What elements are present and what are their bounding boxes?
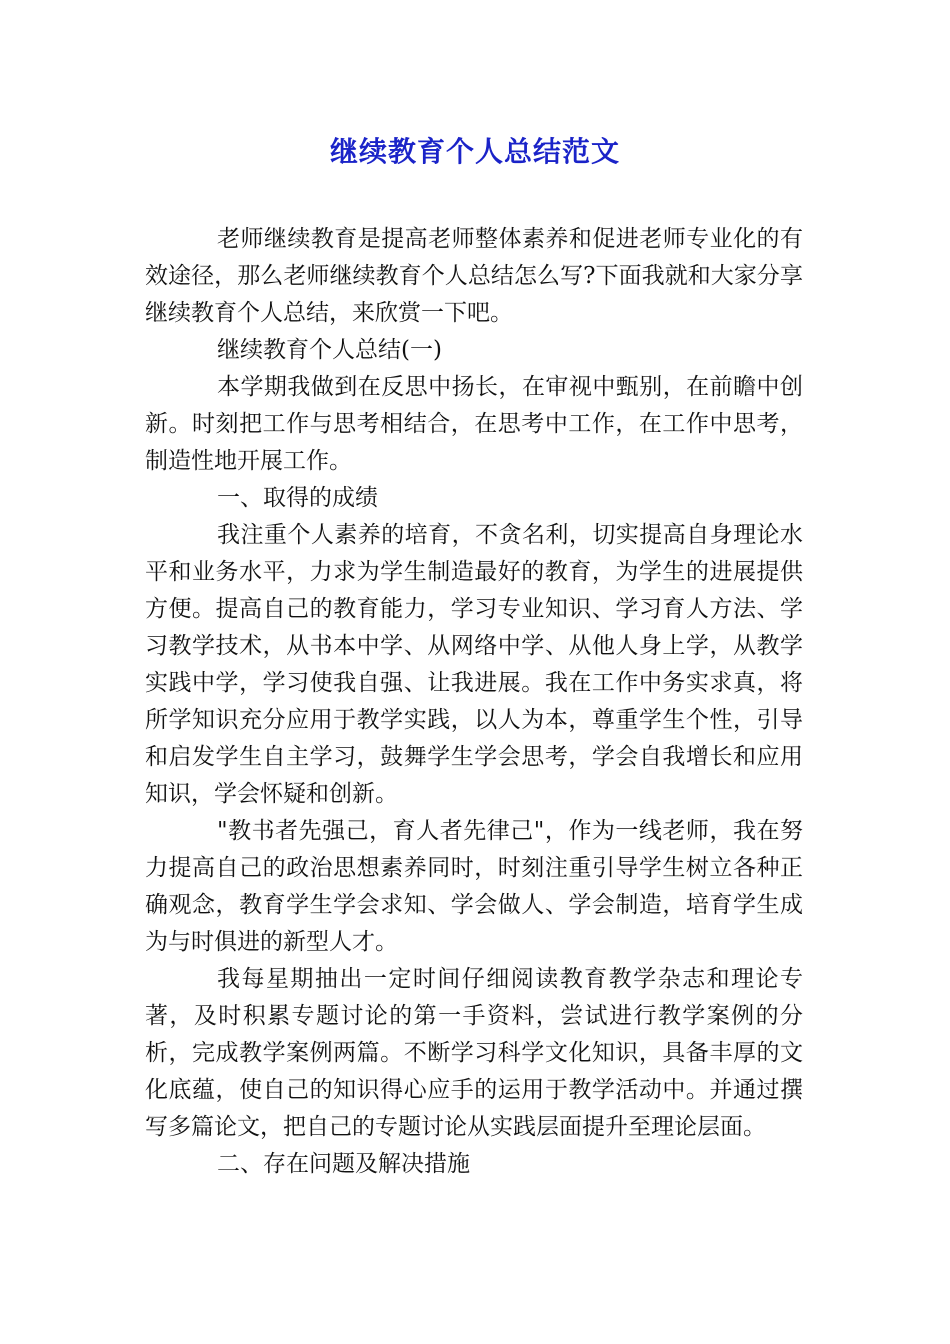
body-paragraph: 我注重个人素养的培育，不贪名利，切实提高自身理论水平和业务水平，力求为学生制造最好的教育，为学生的进展提供方便。提高自己的教育能力，学习专业知识、学习育人方法、学习教学技术，从书本中学、从网络中学、从他人身上学，从教学实践中学，学习使我自强、让我进展。我在工作中务实求真，将所学知识充分应用于教学实践，以人为本，尊重学生个性，引导和启发学生自主学习，鼓舞学生学会思考，学会自我增长和应用知识，学会怀疑和创新。	[145, 522, 803, 807]
body-paragraph: "教书者先强己，育人者先律己"，作为一线老师，我在努力提高自己的政治思想素养同时，时刻注重引导学生树立各种正确观念，教育学生学会求知、学会做人、学会制造，培育学生成为与时俱进的新型人才。	[145, 818, 803, 955]
document-title: 继续教育个人总结范文	[329, 135, 620, 168]
section-heading-achievements: 一、取得的成绩	[217, 485, 378, 511]
section-heading-problems: 二、存在问题及解决措施	[217, 1151, 470, 1177]
document-body	[145, 221, 803, 1183]
body-paragraph: 本学期我做到在反思中扬长，在审视中甄别，在前瞻中创新。时刻把工作与思考相结合，在思考中工作，在工作中思考，制造性地开展工作。	[145, 374, 803, 474]
body-paragraph: 我每星期抽出一定时间仔细阅读教育教学杂志和理论专著，及时积累专题讨论的第一手资料，尝试进行教学案例的分析，完成教学案例两篇。不断学习科学文化知识，具备丰厚的文化底蕴，使自己的知识得心应手的运用于教学活动中。并通过撰写多篇论文，把自己的专题讨论从实践层面提升至理论层面。	[145, 966, 803, 1140]
intro-paragraph: 老师继续教育是提高老师整体素养和促进老师专业化的有效途径，那么老师继续教育个人总结怎么写?下面我就和大家分享继续教育个人总结，来欣赏一下吧。	[145, 226, 803, 326]
section-heading-summary-one: 继续教育个人总结(一)	[217, 337, 442, 363]
